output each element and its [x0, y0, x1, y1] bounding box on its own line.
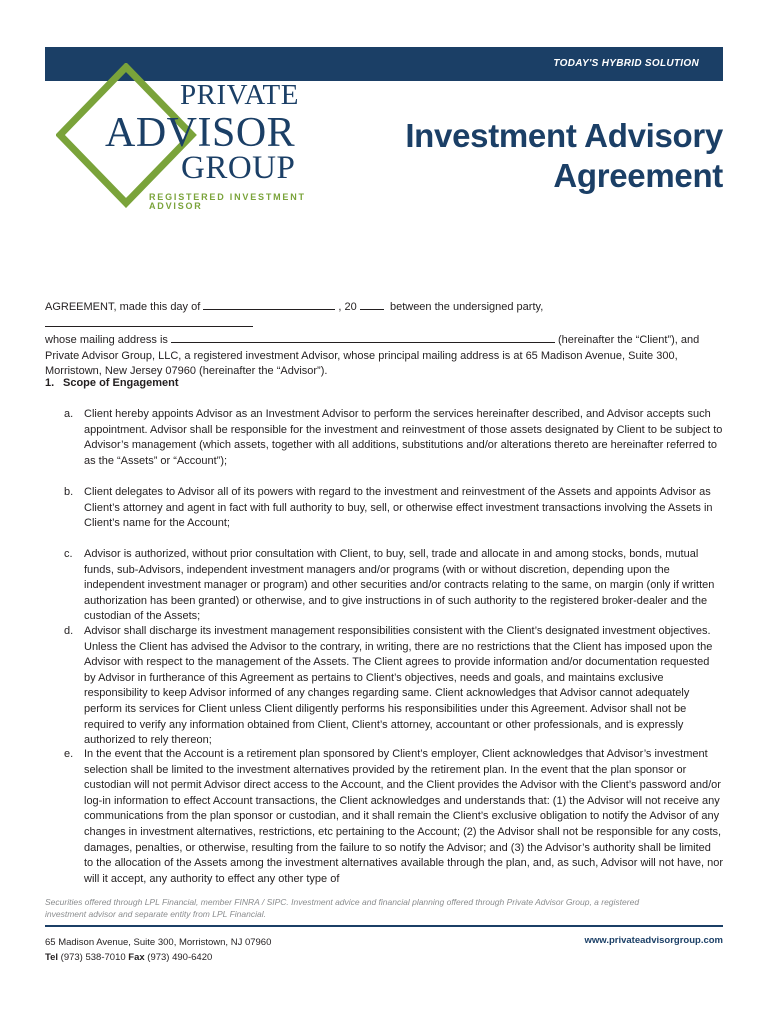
fax-label: Fax [128, 952, 145, 963]
title-line-2: Agreement [553, 157, 723, 194]
footer-contact [45, 935, 271, 965]
logo-text-private: PRIVATE [180, 79, 299, 111]
clause-label: c. [64, 548, 73, 560]
tel-label: Tel [45, 952, 59, 963]
clause-d [64, 624, 723, 749]
website-link[interactable]: www.privateadvisorgroup.com [584, 935, 723, 946]
clause-label: a. [64, 408, 74, 420]
fax-number: (973) 490-6420 [147, 952, 213, 963]
mailing-address-blank[interactable] [171, 332, 555, 343]
clause-label: d. [64, 625, 74, 637]
tel-number: (973) 538-7010 [60, 952, 126, 963]
intro-text-2: , 20 [338, 301, 357, 313]
clause-text: Client delegates to Advisor all of its powers with regard to the investment and reinvestment of the Assets and appoints Advisor as Client’s attorney and agent in fact with full authority to buy, sell, or otherwise effect investment transactions involving the Assets in Client’s name for the Account; [84, 486, 713, 530]
section-number: 1. [45, 377, 55, 389]
clause-b [64, 485, 723, 532]
intro-text-4: whose mailing address is [45, 334, 168, 347]
clause-a [64, 407, 723, 469]
footer-address: 65 Madison Avenue, Suite 300, Morristown, NJ 07960 [45, 937, 272, 948]
clause-text: Client hereby appoints Advisor as an Investment Advisor to perform the services hereinafter described, and Advisor accepts such appointment. Advisor shall be responsible for the investment and reinvestment of those assets designated by Client to be subject to Advisor’s management (which assets, together with all additions, substitutions and/or alterations thereto are hereinafter referred to as the “Assets” or “Account”); [84, 408, 723, 467]
company-logo [56, 63, 311, 211]
banner-tagline: TODAY'S HYBRID SOLUTION [553, 58, 699, 69]
clause-text: Advisor is authorized, without prior consultation with Client, to buy, sell, trade and allocate in and among stocks, bonds, mutual funds, sub-Advisors, independent investment managers and/or programs (with or without discretion, depending upon the independent investment manager or program) and other securities and/or contracts relating to the same, on margin (only if written authorization has been granted) or otherwise, and to give instructions in of such authority to the registered broker-dealer and the custodian of the Assets; [84, 548, 715, 623]
intro-paragraph [45, 299, 723, 380]
clause-text: Advisor shall discharge its investment management responsibilities consistent with the Client’s designated investment objectives. Unless the Client has advised the Advisor to the contrary, in writing, there are no restrictions that the Client has imposed upon the Advisor with respect to the management of the Assets. The Client agrees to provide information and/or documentation requested by Advisor in furtherance of this Agreement as pertains to Client’s objectives, needs and goals, and maintains exclusive responsibility to keep Advisor informed of any changes regarding same. Client acknowledges that Advisor cannot adequately perform its services for Client unless Client diligently performs his responsibilities under this Agreement. Advisor shall not be required to verify any information obtained from Client, Client’s attorney, accountant or other professionals, and is expressly authorized to rely thereon; [84, 625, 713, 747]
regulatory-disclaimer: Securities offered through LPL Financial, member FINRA / SIPC. Investment advice and financial planning offered through Private Advisor Group, a registered investment advisor and separate entity from LPL Financial. [45, 897, 640, 919]
intro-text-3: between the undersigned party, [389, 301, 544, 313]
section-heading [45, 377, 179, 389]
party-name-blank[interactable] [45, 316, 253, 327]
logo-tagline: REGISTERED INVESTMENT ADVISOR [149, 192, 306, 211]
intro-text-5: (hereinafter the “Client”), and Private Advisor Group, LLC, a registered investment Advisor, whose principal mailing address is at 65 Madison Avenue, Suite 300, Morristown, New Jersey 07960 (hereinafter the “Advisor”). [45, 334, 700, 378]
intro-text-1: AGREEMENT, made this day of [45, 301, 201, 313]
clause-label: b. [64, 486, 74, 498]
document-title [405, 116, 723, 196]
logo-text-advisor: ADVISOR [105, 110, 296, 156]
clause-text: In the event that the Account is a retirement plan sponsored by Client’s employer, Client acknowledges that Advisor’s investment selection shall be limited to the investment alternatives provided by the retirement plan. In the event that the plan sponsor or custodian will not permit Advisor direct access to the Account, and the Client provides the Advisor with the Client’s password and/or log-in information to effect Account transactions, the Client acknowledges and understands that: (1) the Advisor will not receive any communications from the plan sponsor or custodian, and it shall remain the Client’s exclusive obligation to notify the Advisor of any changes in investment alternatives, restrictions, etc pertaining to the Account; (2) the Advisor shall not be responsible for any costs, damages, penalties, or otherwise, resulting from the failure to so notify the Advisor; and (3) the Advisor’s authority shall be limited to the allocation of the Assets among the investment alternatives available through the plan, and, as such, Advisor will not have, nor will it accept, any authority to effect any other type of [84, 748, 723, 885]
clause-label: e. [64, 748, 74, 760]
year-blank[interactable] [360, 299, 384, 310]
date-day-blank[interactable] [203, 299, 335, 310]
title-line-1: Investment Advisory [405, 117, 723, 154]
footer-phone-line [45, 950, 271, 965]
clause-c [64, 547, 723, 625]
logo-text-group: GROUP [181, 150, 296, 186]
clause-e [64, 747, 723, 887]
section-title: Scope of Engagement [63, 377, 179, 389]
footer-divider [45, 925, 723, 927]
